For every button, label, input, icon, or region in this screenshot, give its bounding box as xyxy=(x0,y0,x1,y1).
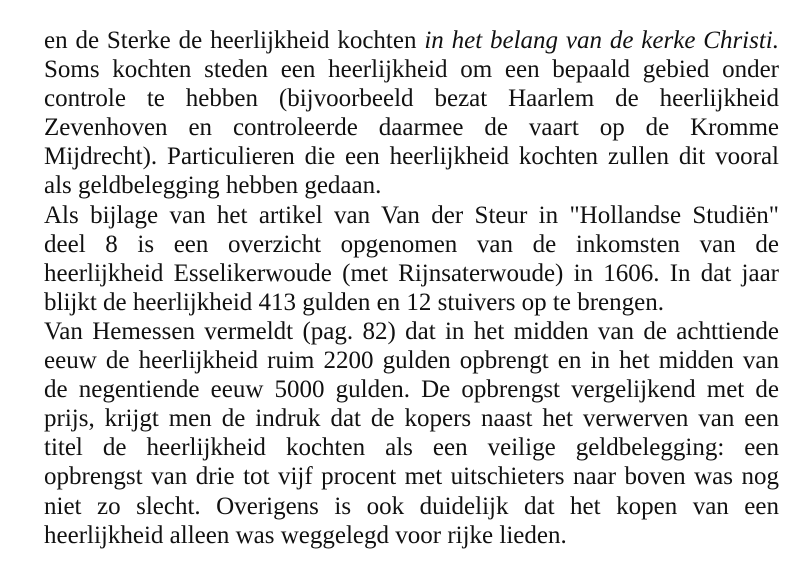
text-line: titel de heerlijkheid kochten als een veilige geldbelegging: een xyxy=(44,434,779,462)
text-line: Mijdrecht). Particulieren die een heerlijkheid kochten zullen dit vooral xyxy=(44,143,779,171)
text-line: Van Hemessen vermeldt (pag. 82) dat in het midden van de achttiende xyxy=(44,317,779,345)
text-line: opbrengst van drie tot vijf procent met uitschieters naar boven was nog xyxy=(44,463,779,491)
text-line: Zevenhoven en controleerde daarmee de vaart op de Kromme xyxy=(44,114,779,142)
text-line: eeuw de heerlijkheid ruim 2200 gulden opbrengt en in het midden van xyxy=(44,347,779,375)
document-page xyxy=(44,26,779,550)
text-line: de negentiende eeuw 5000 gulden. De opbrengst vergelijkend met de xyxy=(44,376,779,404)
paragraph-3 xyxy=(44,317,779,550)
paragraph-1 xyxy=(44,26,779,201)
text-line: Soms kochten steden een heerlijkheid om een bepaald gebied onder xyxy=(44,56,779,84)
text-line: heerlijkheid Esselikerwoude (met Rijnsaterwoude) in 1606. In dat jaar xyxy=(44,259,779,287)
line-text: en de Sterke de heerlijkheid kochten xyxy=(44,27,425,54)
paragraph-2 xyxy=(44,201,779,317)
text-line: Als bijlage van het artikel van Van der Steur in "Hollandse Studiën" xyxy=(44,201,779,229)
text-line: controle te hebben (bijvoorbeeld bezat Haarlem de heerlijkheid xyxy=(44,85,779,113)
text-line: blijkt de heerlijkheid 413 gulden en 12 stuivers op te brengen. xyxy=(44,288,664,316)
text-line: niet zo slecht. Overigens is ook duidelijk dat het kopen van een xyxy=(44,492,779,520)
text-line: deel 8 is een overzicht opgenomen van de inkomsten van de xyxy=(44,230,779,258)
text-line: als geldbelegging hebben gedaan. xyxy=(44,172,382,200)
text-line xyxy=(44,26,779,55)
text-line: heerlijkheid alleen was weggelegd voor rijke lieden. xyxy=(44,521,567,549)
text-line: prijs, krijgt men de indruk dat de kopers naast het verwerven van een xyxy=(44,405,779,433)
italic-phrase: in het belang van de kerke Christi. xyxy=(424,27,779,54)
